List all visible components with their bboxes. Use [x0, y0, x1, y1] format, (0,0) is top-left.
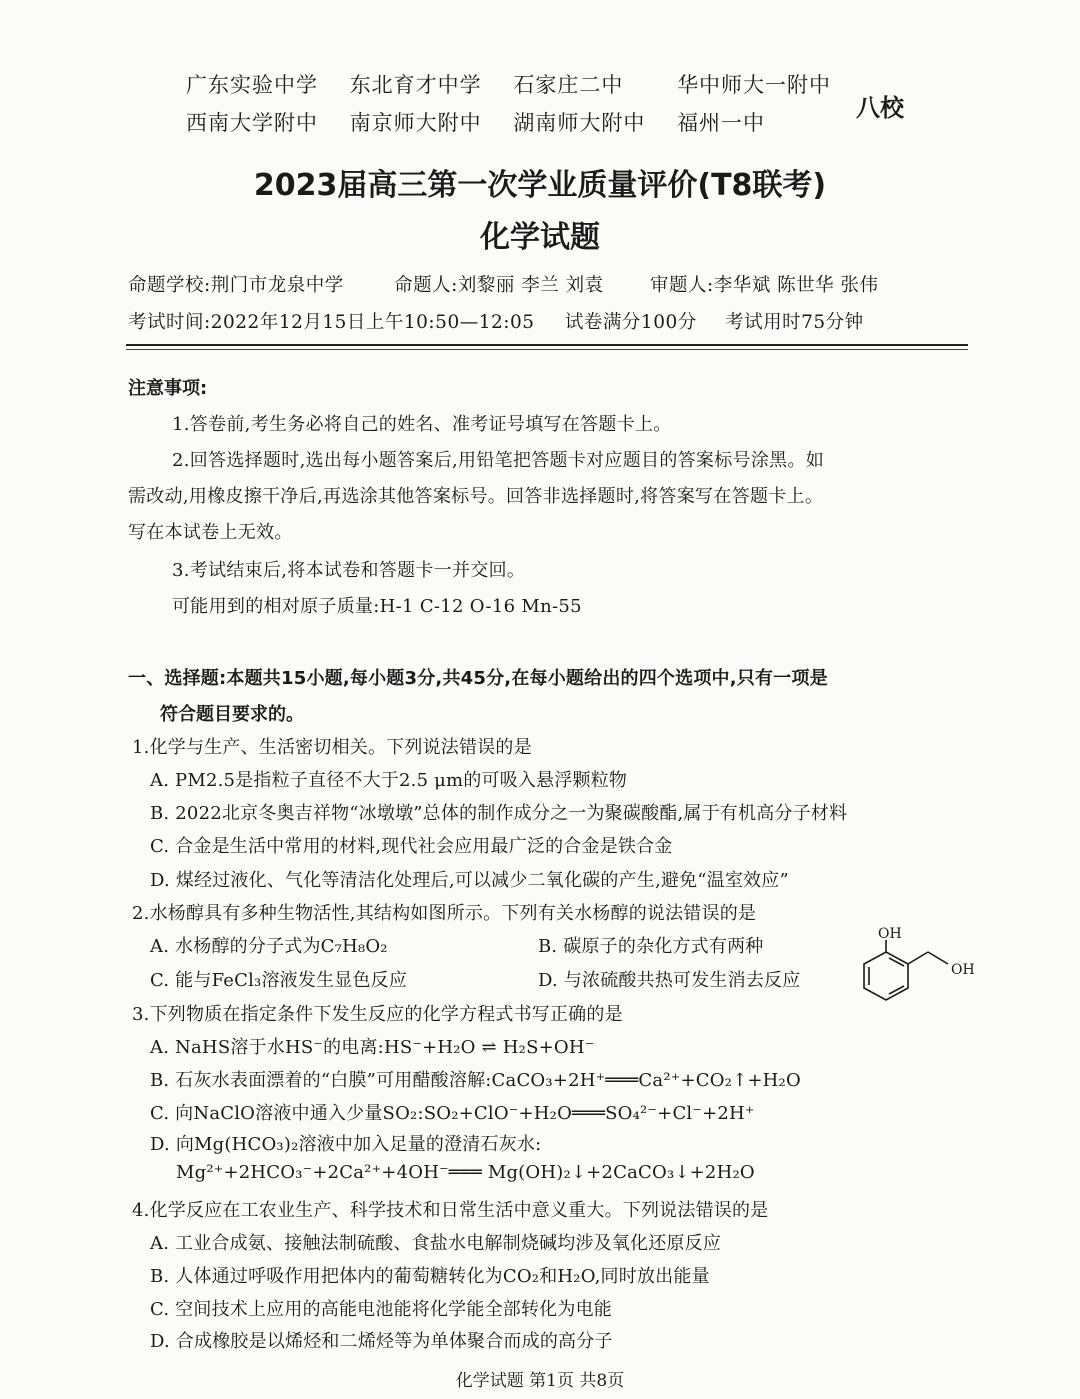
- question-4-option-c: C. 空间技术上应用的高能电池能将化学能全部转化为电能: [150, 1299, 612, 1320]
- benzene-ring: [864, 952, 908, 1000]
- full-score: 试卷满分100分: [564, 312, 697, 333]
- school-name: 东北育才中学: [349, 73, 482, 97]
- question-3-option-a: A. NaHS溶于水HS⁻的电离:HS⁻+H₂O ⇌ H₂S+OH⁻: [150, 1037, 595, 1058]
- question-1-option-b: B. 2022北京冬奥吉祥物“冰墩墩”总体的制作成分之一为聚碳酸酯,属于有机高分子材料: [150, 803, 848, 824]
- question-4-option-d: D. 合成橡胶是以烯烃和二烯烃等为单体聚合而成的高分子: [150, 1331, 613, 1352]
- exam-authors-line: [128, 271, 879, 297]
- exam-subject: 化学试题: [480, 220, 600, 255]
- oh-label: OH: [951, 962, 975, 978]
- section-heading: 一、选择题:本题共15小题,每小题3分,共45分,在每小题给出的四个选项中,只有一项是: [128, 668, 828, 689]
- question-authors: 命题人:刘黎丽 李兰 刘袁: [394, 275, 604, 296]
- question-4-option-a: A. 工业合成氨、接触法制硫酸、食盐水电解制烧碱均涉及氧化还原反应: [150, 1233, 722, 1254]
- question-2-option-c: C. 能与FeCl₃溶液发生显色反应: [150, 970, 408, 991]
- question-2-option-d: D. 与浓硫酸共热可发生消去反应: [538, 970, 801, 991]
- notice-heading: 注意事项:: [128, 378, 208, 399]
- school-name: 石家庄二中: [513, 73, 624, 97]
- exam-time-line: [128, 308, 864, 334]
- question-1-option-a: A. PM2.5是指粒子直径不大于2.5 μm的可吸入悬浮颗粒物: [150, 770, 628, 791]
- question-3-option-c: C. 向NaClO溶液中通入少量SO₂:SO₂+ClO⁻+H₂O═══SO₄²⁻+Cl⁻+2H⁺: [150, 1103, 755, 1124]
- question-3-option-d-equation: Mg²⁺+2HCO₃⁻+2Ca²⁺+4OH⁻═══ Mg(OH)₂↓+2CaCO₃↓+2H₂O: [176, 1162, 755, 1183]
- header-divider: [126, 344, 968, 346]
- school-name: 广东实验中学: [186, 73, 318, 97]
- exam-title: 2023届高三第一次学业质量评价(T8联考): [253, 168, 827, 203]
- question-1-option-c: C. 合金是生活中常用的材料,现代社会应用最广泛的合金是铁合金: [150, 836, 673, 857]
- atomic-masses: 可能用到的相对原子质量:H-1 C-12 O-16 Mn-55: [172, 596, 582, 617]
- question-4-stem: 4.化学反应在工农业生产、科学技术和日常生活中意义重大。下列说法错误的是: [132, 1200, 769, 1221]
- question-3-option-b: B. 石灰水表面漂着的“白膜”可用醋酸溶解:CaCO₃+2H⁺═══Ca²⁺+CO₂↑+H₂O: [150, 1070, 801, 1091]
- section-heading-cont: 符合题目要求的。: [160, 704, 304, 725]
- salicyl-alcohol-structure: [852, 924, 982, 1014]
- oh-label: OH: [878, 926, 902, 942]
- question-1-stem: 1.化学与生产、生活密切相关。下列说法错误的是: [132, 737, 532, 758]
- setting-school: 命题学校:荆门市龙泉中学: [128, 275, 344, 296]
- question-3-option-d: D. 向Mg(HCO₃)₂溶液中加入足量的澄清石灰水:: [150, 1134, 542, 1155]
- school-list: [186, 66, 855, 142]
- eight-schools-label: 八校: [856, 93, 904, 122]
- school-name: 福州一中: [677, 111, 766, 135]
- school-row-1: [186, 66, 855, 104]
- question-4-option-b: B. 人体通过呼吸作用把体内的葡萄糖转化为CO₂和H₂O,同时放出能量: [150, 1266, 710, 1287]
- notice-item-2-cont: 写在本试卷上无效。: [128, 522, 293, 543]
- header-divider: [126, 349, 968, 350]
- reviewers: 审题人:李华斌 陈世华 张伟: [650, 275, 879, 296]
- school-name: 华中师大一附中: [677, 73, 832, 97]
- school-name: 湖南师大附中: [513, 111, 646, 135]
- notice-item-2-cont: 需改动,用橡皮擦干净后,再选涂其他答案标号。回答非选择题时,将答案写在答题卡上。: [128, 486, 824, 507]
- notice-item-1: 1.答卷前,考生务必将自己的姓名、准考证号填写在答题卡上。: [172, 414, 672, 435]
- question-2-stem: 2.水杨醇具有多种生物活性,其结构如图所示。下列有关水杨醇的说法错误的是: [132, 903, 757, 924]
- notice-item-3: 3.考试结束后,将本试卷和答题卡一并交回。: [172, 560, 526, 581]
- notice-item-2: 2.回答选择题时,选出每小题答案后,用铅笔把答题卡对应题目的答案标号涂黑。如: [172, 450, 825, 471]
- question-1-option-d: D. 煤经过液化、气化等清洁化处理后,可以减少二氧化碳的产生,避免“温室效应”: [150, 870, 789, 891]
- question-3-stem: 3.下列物质在指定条件下发生反应的化学方程式书写正确的是: [132, 1004, 623, 1025]
- school-row-2: [186, 104, 855, 142]
- question-2-option-b: B. 碳原子的杂化方式有两种: [538, 936, 764, 957]
- school-name: 西南大学附中: [186, 111, 318, 135]
- question-2-option-a: A. 水杨醇的分子式为C₇H₈O₂: [150, 936, 388, 957]
- page-footer: 化学试题 第1页 共8页: [455, 1371, 625, 1391]
- school-name: 南京师大附中: [349, 111, 482, 135]
- exam-duration: 考试用时75分钟: [725, 312, 864, 333]
- exam-time: 考试时间:2022年12月15日上午10:50—12:05: [128, 312, 535, 333]
